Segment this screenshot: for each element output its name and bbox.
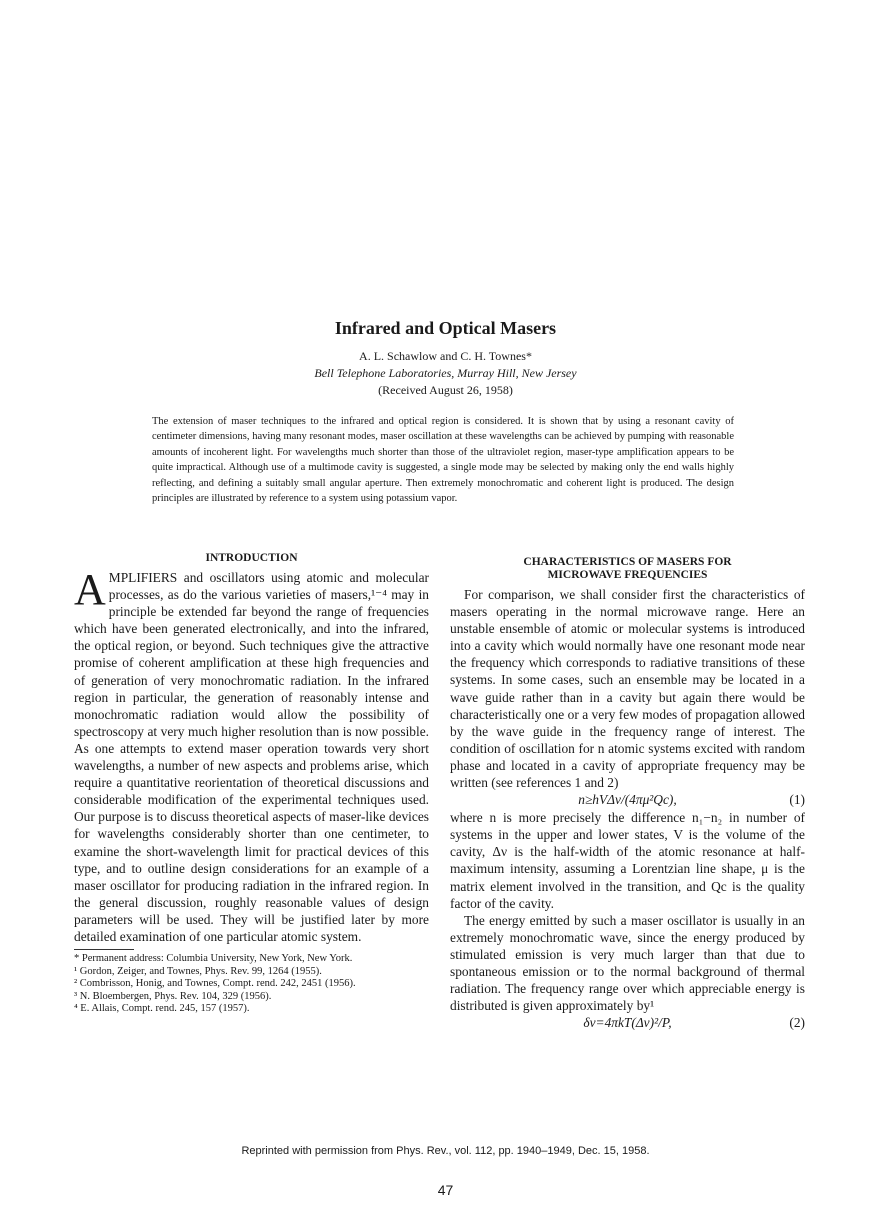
paragraph: For comparison, we shall consider first the characteristics of masers operating in the normal microwave range. Here an unstable ensemble of atomic or molecular systems is introduced into a cavity which would normally have one resonant mode near the frequency which corresponds to radiative transitions of these systems. In some cases, such an ensemble may be located in a wave guide rather than in a cavity but again there would be characteristically one or a very few modes of propagation allowed by the wave guide in the frequency range of interest. The condition of oscillation for n atomic systems excited with random phase and located in a cavity of appropriate frequency may be written (see references 1 and 2) — [450, 587, 805, 791]
footnote: ¹ Gordon, Zeiger, and Townes, Phys. Rev. 99, 1264 (1955). — [74, 965, 322, 977]
equation-text: n≥hVΔν/(4πμ²Qc), — [578, 792, 677, 808]
left-column — [74, 552, 429, 1016]
abstract: The extension of maser techniques to the infrared and optical region is considered. It is shown that by using a resonant cavity of centimeter dimensions, having many resonant modes, maser oscillation at these wavelengths can be achieved by pumping with reasonable amounts of incoherent light. For wavelengths much shorter than those of the ultraviolet region, maser-type amplification appears to be quite impractical. Although use of a multimode cavity is suggested, a single mode may be selected by making only the end walls highly reflecting, and defining a suitably small angular aperture. Then extremely monochromatic and coherent light is produced. The design principles are illustrated by reference to a system using potassium vapor. — [152, 416, 734, 505]
heading-line: CHARACTERISTICS OF MASERS FOR — [523, 556, 732, 568]
equation-2 — [450, 1014, 805, 1032]
equation-number: (1) — [789, 792, 805, 808]
section-heading-characteristics — [450, 556, 805, 582]
footnote-rule — [74, 949, 134, 950]
footnote: ² Combrisson, Honig, and Townes, Compt. rend. 242, 2451 (1956). — [74, 978, 356, 990]
paper-title: Infrared and Optical Masers — [334, 318, 557, 338]
equation-number: (2) — [789, 1015, 805, 1031]
reprint-notice: Reprinted with permission from Phys. Rev., vol. 112, pp. 1940–1949, Dec. 15, 1958. — [241, 1145, 650, 1157]
intro-paragraph — [74, 565, 429, 945]
intro-paragraph-text: MPLIFIERS and oscillators using atomic and molecular processes, as do the various varieties of masers,¹⁻⁴ may in principle be extended far beyond the range of frequencies which have been generated electronically, and into the infrared, the optical region, or beyond. Such techniques give the attractive promise of coherent amplification at these high frequencies and of generation of very monochromatic radiation. In the infrared region in particular, the generation of reasonably intense and monochromatic radiation would allow the possibility of spectroscopy at very much higher resolution than is now possible. As one attempts to extend maser operation towards very short wavelengths, a number of new aspects and problems arise, which require a quantitative reorientation of theoretical discussions and considerable modification of the experimental techniques used. Our purpose is to discuss theoretical aspects of maser-like devices for wavelengths considerably shorter than one centimeter, to examine the short-wavelength limit for practical devices of this type, and to outline design considerations for an example of a maser oscillator for producing radiation in the infrared region. In the general discussion, roughly reasonable values of design parameters will be used. They will be justified later by more detailed examination of one particular atomic system. — [74, 570, 429, 944]
footnote: ³ N. Bloembergen, Phys. Rev. 104, 329 (1956). — [74, 990, 272, 1002]
equation-text: δν=4πkT(Δν)²/P, — [583, 1015, 672, 1031]
section-heading-introduction: INTRODUCTION — [205, 552, 298, 564]
heading-line: MICROWAVE FREQUENCIES — [547, 569, 708, 581]
footnotes — [74, 953, 429, 1016]
footnote: ⁴ E. Allais, Compt. rend. 245, 157 (1957). — [74, 1003, 250, 1015]
authors: A. L. Schawlow and C. H. Townes* — [359, 349, 532, 363]
right-column — [450, 556, 805, 1032]
received-date: (Received August 26, 1958) — [378, 383, 513, 397]
drop-cap: A — [74, 565, 106, 614]
equation-1 — [450, 791, 805, 809]
paragraph: The energy emitted by such a maser oscillator is usually in an extremely monochromatic wave, since the energy produced by stimulated emission is very much larger than that due to spontaneous emission or to the normal background of thermal radiation. The frequency range over which appreciable energy is distributed is given approximately by¹ — [450, 912, 805, 1014]
affiliation: Bell Telephone Laboratories, Murray Hill, New Jersey — [314, 366, 577, 380]
footnote: * Permanent address: Columbia University, New York, New York. — [74, 953, 353, 965]
page-number: 47 — [437, 1182, 454, 1198]
paragraph: where n is more precisely the difference n₁−n₂ in number of systems in the upper and lower states, V is the volume of the cavity, Δν is the half-width of the atomic resonance at half-maximum intensity, assuming a Lorentzian line shape, μ is the matrix element involved in the transition, and Qc is the quality factor of the cavity. — [450, 810, 805, 911]
